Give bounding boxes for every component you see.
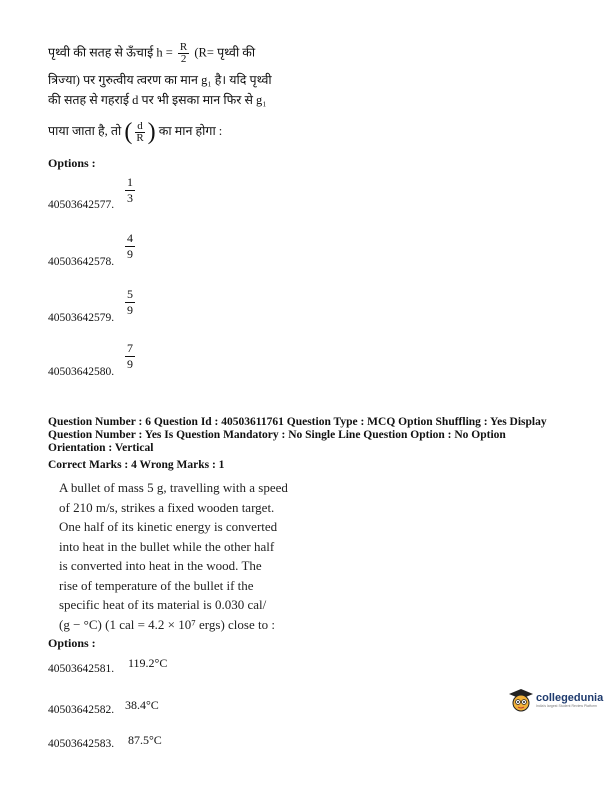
question-meta-line-2: Question Number : Yes Is Question Mandatory : No Single Line Question Option : No Option [48, 429, 506, 441]
english-line-4: into heat in the bullet while the other half [59, 538, 275, 554]
option-578-denominator: 9 [127, 247, 133, 261]
height-fraction-denominator: 2 [180, 53, 187, 65]
options-label-1: Options : [48, 156, 96, 170]
logo-brand: collegedunia [536, 692, 604, 704]
option-id-579: 40503642579. [48, 312, 115, 324]
english-line-6: rise of temperature of the bullet if the [59, 577, 254, 593]
english-line-2: of 210 m/s, strikes a fixed wooden target. [59, 499, 275, 515]
option-579-denominator: 9 [127, 303, 133, 317]
right-paren: ) [147, 119, 156, 145]
option-fraction-577 [124, 176, 136, 205]
option-id-578: 40503642578. [48, 256, 115, 268]
english-line-3: One half of its kinetic energy is converted [59, 519, 278, 534]
option-value-582: 38.4°C [125, 698, 159, 712]
options-label-2: Options : [48, 636, 96, 650]
option-value-583: 87.5°C [128, 733, 162, 747]
graduate-owl-icon [508, 687, 534, 713]
english-line-5: is converted into heat in the wood. The [59, 558, 262, 573]
ratio-fraction [134, 121, 145, 144]
hindi-line1-text: पृथ्वी की सतह से ऊँचाई h = [48, 45, 173, 60]
question-marks: Correct Marks : 4 Wrong Marks : 1 [48, 459, 225, 471]
hindi-line4-tail: का मान होगा : [158, 123, 223, 138]
height-fraction [178, 42, 189, 65]
hindi-line4-text: पाया जाता है, तो [48, 123, 122, 138]
option-580-denominator: 9 [127, 357, 133, 371]
english-line-8: (g − °C) (1 cal = 4.2 × 10⁷ ergs) close to : [59, 616, 275, 632]
option-fraction-578 [124, 232, 136, 261]
option-fraction-579 [124, 288, 136, 317]
option-577-denominator: 3 [127, 191, 133, 205]
option-id-583: 40503642583. [48, 738, 115, 750]
option-579-numerator: 5 [127, 287, 133, 301]
english-question [59, 478, 309, 634]
option-value-581: 119.2°C [128, 656, 168, 670]
question-meta-line-3: Orientation : Vertical [48, 442, 154, 454]
hindi-line1-tail: (R= पृथ्वी की [194, 45, 256, 60]
english-line-1: A bullet of mass 5 g, travelling with a speed [59, 480, 288, 495]
logo-tagline: India's largest Student Review Platform [536, 704, 597, 708]
hindi-question-line-4 [48, 120, 222, 144]
option-fraction-580 [124, 342, 136, 371]
hindi-question-line-1 [48, 42, 255, 65]
hindi-question-line-3: की सतह से गहराई d पर भी इसका मान फिर से g₁ [48, 93, 267, 107]
option-id-580: 40503642580. [48, 366, 115, 378]
option-578-numerator: 4 [127, 231, 133, 245]
hindi-question-line-2: त्रिज्या) पर गुरुत्वीय त्वरण का मान g₁ है। यदि पृथ्वी [48, 73, 272, 87]
option-id-577: 40503642577. [48, 199, 115, 211]
logo-text [536, 692, 603, 708]
english-line-7: specific heat of its material is 0.030 cal/ [59, 597, 267, 612]
ratio-denominator: R [136, 131, 144, 144]
option-577-numerator: 1 [127, 175, 133, 189]
option-id-582: 40503642582. [48, 704, 115, 716]
option-id-581: 40503642581. [48, 663, 115, 675]
height-fraction-numerator: R [179, 41, 188, 53]
left-paren: ( [124, 119, 133, 145]
question-meta-line-1: Question Number : 6 Question Id : 40503611761 Question Type : MCQ Option Shuffling : Yes Display [48, 416, 547, 428]
collegedunia-logo [508, 687, 603, 713]
option-580-numerator: 7 [127, 341, 133, 355]
ratio-numerator: d [137, 119, 143, 132]
